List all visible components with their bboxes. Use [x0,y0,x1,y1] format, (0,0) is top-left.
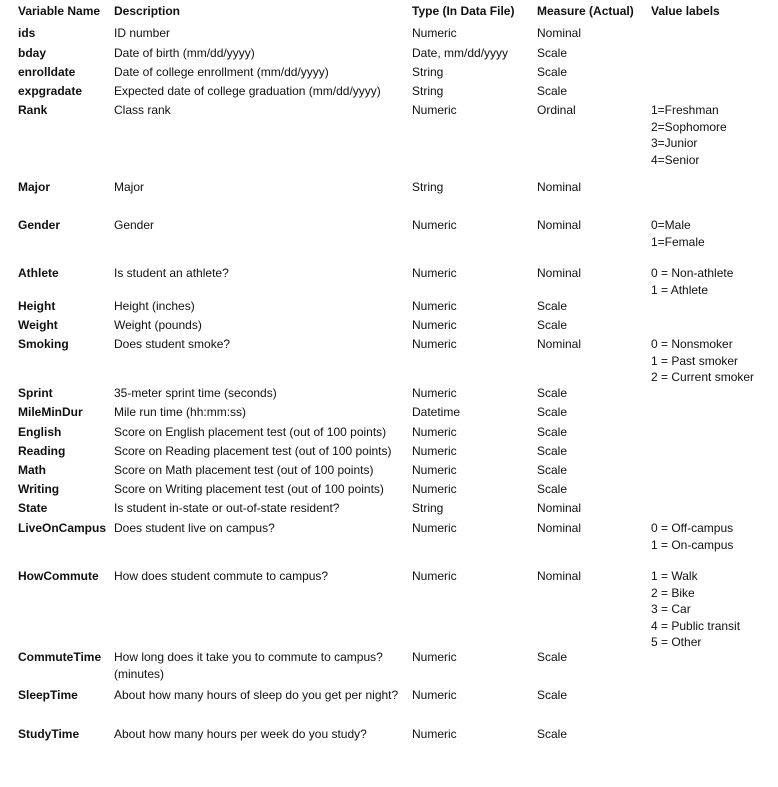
variable-measure: Scale [537,65,568,79]
variable-type: Numeric [412,425,457,439]
value-label: 2 = Bike [651,585,695,600]
variable-name: Rank [18,103,48,117]
value-label: 4=Senior [651,152,700,167]
variable-description: Expected date of college graduation (mm/dd/yyyy) [114,84,381,98]
variable-measure: Scale [537,299,568,313]
variable-name: CommuteTime [18,650,102,664]
value-label: 2=Sophomore [651,119,727,134]
variable-name: Major [18,180,51,194]
value-label: 0 = Non-athlete [651,266,734,280]
variable-type: Numeric [412,318,457,332]
header-measure: Measure (Actual) [537,4,634,18]
value-label: 1 = Walk [651,569,698,583]
variable-type: Numeric [412,444,457,458]
variable-name: Reading [18,444,66,458]
value-label: 2 = Current smoker [651,370,755,384]
variable-type: Numeric [412,218,457,232]
variable-description: Major [114,180,145,194]
variable-description: Height (inches) [114,299,195,313]
variable-type: Datetime [412,405,461,419]
variable-measure: Scale [537,463,568,477]
value-label: 1 = On-campus [651,537,734,552]
variable-description: Class rank [114,103,171,117]
variable-description: Mile run time (hh:mm:ss) [114,405,247,419]
variable-measure: Nominal [537,569,582,583]
value-labels [651,520,733,553]
variable-description: Score on Reading placement test (out of 100 points) [114,444,392,458]
variable-measure: Scale [537,425,568,439]
variable-description: Does student live on campus? [114,521,275,535]
value-label: 5 = Other [651,635,702,649]
variable-type: String [412,65,444,79]
variable-name: Weight [18,318,58,332]
variable-description: About how many hours per week do you study? [114,727,367,741]
variable-name: MileMinDur [18,405,83,419]
variable-name: English [18,425,62,439]
variable-type: Date, mm/dd/yyyy [412,46,509,60]
variable-name: Sprint [18,386,53,400]
variable-name: Math [18,463,46,477]
header-description: Description [114,4,181,18]
variable-name: enrolldate [18,65,76,79]
variable-description: 35-meter sprint time (seconds) [114,386,277,400]
value-label: 1=Freshman [651,103,719,117]
variable-measure: Nominal [537,180,582,194]
variable-description: Is student an athlete? [114,266,229,280]
value-labels [651,568,740,651]
variable-description: Is student in-state or out-of-state resident? [114,501,340,515]
variable-description: Score on English placement test (out of 100 points) [114,425,387,439]
variable-measure: Nominal [537,337,582,351]
value-labels [651,102,727,168]
header-value-labels: Value labels [651,4,720,18]
variable-type: Numeric [412,727,457,741]
value-label: 1 = Athlete [651,282,709,297]
variable-name: StudyTime [18,727,80,741]
variable-name: Height [18,299,56,313]
variable-measure: Scale [537,444,568,458]
value-labels [651,217,705,250]
variable-measure: Scale [537,386,568,400]
variable-type: Numeric [412,26,457,40]
variable-measure: Scale [537,727,568,741]
variable-measure: Nominal [537,266,582,280]
variable-measure: Scale [537,405,568,419]
value-labels [651,336,754,386]
variable-name: SleepTime [18,688,78,702]
variable-measure: Scale [537,318,568,332]
variable-type: Numeric [412,103,457,117]
variable-measure: Nominal [537,26,582,40]
variable-type: String [412,180,444,194]
variable-description: Gender [114,218,155,232]
variable-name: Athlete [18,266,59,280]
value-label: 1=Female [651,234,705,249]
header-variable-name: Variable Name [18,4,101,18]
variable-name: ids [18,26,36,40]
variable-measure: Ordinal [537,103,576,117]
variable-type: Numeric [412,688,457,702]
variable-type: String [412,501,444,515]
variable-measure: Nominal [537,521,582,535]
variable-type: Numeric [412,521,457,535]
variable-type: Numeric [412,569,457,583]
value-label: 1 = Past smoker [651,353,739,368]
value-label: 3=Junior [651,136,698,150]
variable-description: Weight (pounds) [114,318,202,332]
value-label: 0 = Nonsmoker [651,337,733,351]
variable-type: Numeric [412,386,457,400]
variable-description: Score on Math placement test (out of 100 points) [114,463,374,477]
value-label: 0=Male [651,218,691,232]
variable-type: Numeric [412,337,457,351]
variable-measure: Scale [537,650,568,664]
value-label: 3 = Car [651,602,691,616]
value-label: 4 = Public transit [651,618,741,633]
variable-type: Numeric [412,650,457,664]
value-labels [651,265,733,298]
variable-measure: Nominal [537,501,582,515]
variable-name: expgradate [18,84,83,98]
variable-measure: Scale [537,688,568,702]
variable-description: How does student commute to campus? [114,569,329,583]
variable-measure: Scale [537,482,568,496]
variable-name: Writing [18,482,60,496]
variable-description: Date of birth (mm/dd/yyyy) [114,46,255,60]
variable-name: Smoking [18,337,69,351]
variable-type: String [412,84,444,98]
variable-description: About how many hours of sleep do you get per night? [114,688,399,702]
variable-type: Numeric [412,463,457,477]
variable-type: Numeric [412,482,457,496]
variable-measure: Nominal [537,218,582,232]
variable-description: ID number [114,26,171,40]
variable-description: Date of college enrollment (mm/dd/yyyy) [114,65,329,79]
variable-name: Gender [18,218,61,232]
variable-name: bday [18,46,47,60]
variable-type: Numeric [412,266,457,280]
variable-description: Does student smoke? [114,337,231,351]
value-label: 0 = Off-campus [651,521,734,535]
variable-description: How long does it take you to commute to campus? (minutes) [114,650,383,681]
variable-name: State [18,501,48,515]
variable-measure: Scale [537,46,568,60]
header-type: Type (In Data File) [412,4,515,18]
variable-name: HowCommute [18,569,99,583]
variable-description: Score on Writing placement test (out of 100 points) [114,482,384,496]
variable-type: Numeric [412,299,457,313]
variable-measure: Scale [537,84,568,98]
variable-name: LiveOnCampus [18,521,107,535]
